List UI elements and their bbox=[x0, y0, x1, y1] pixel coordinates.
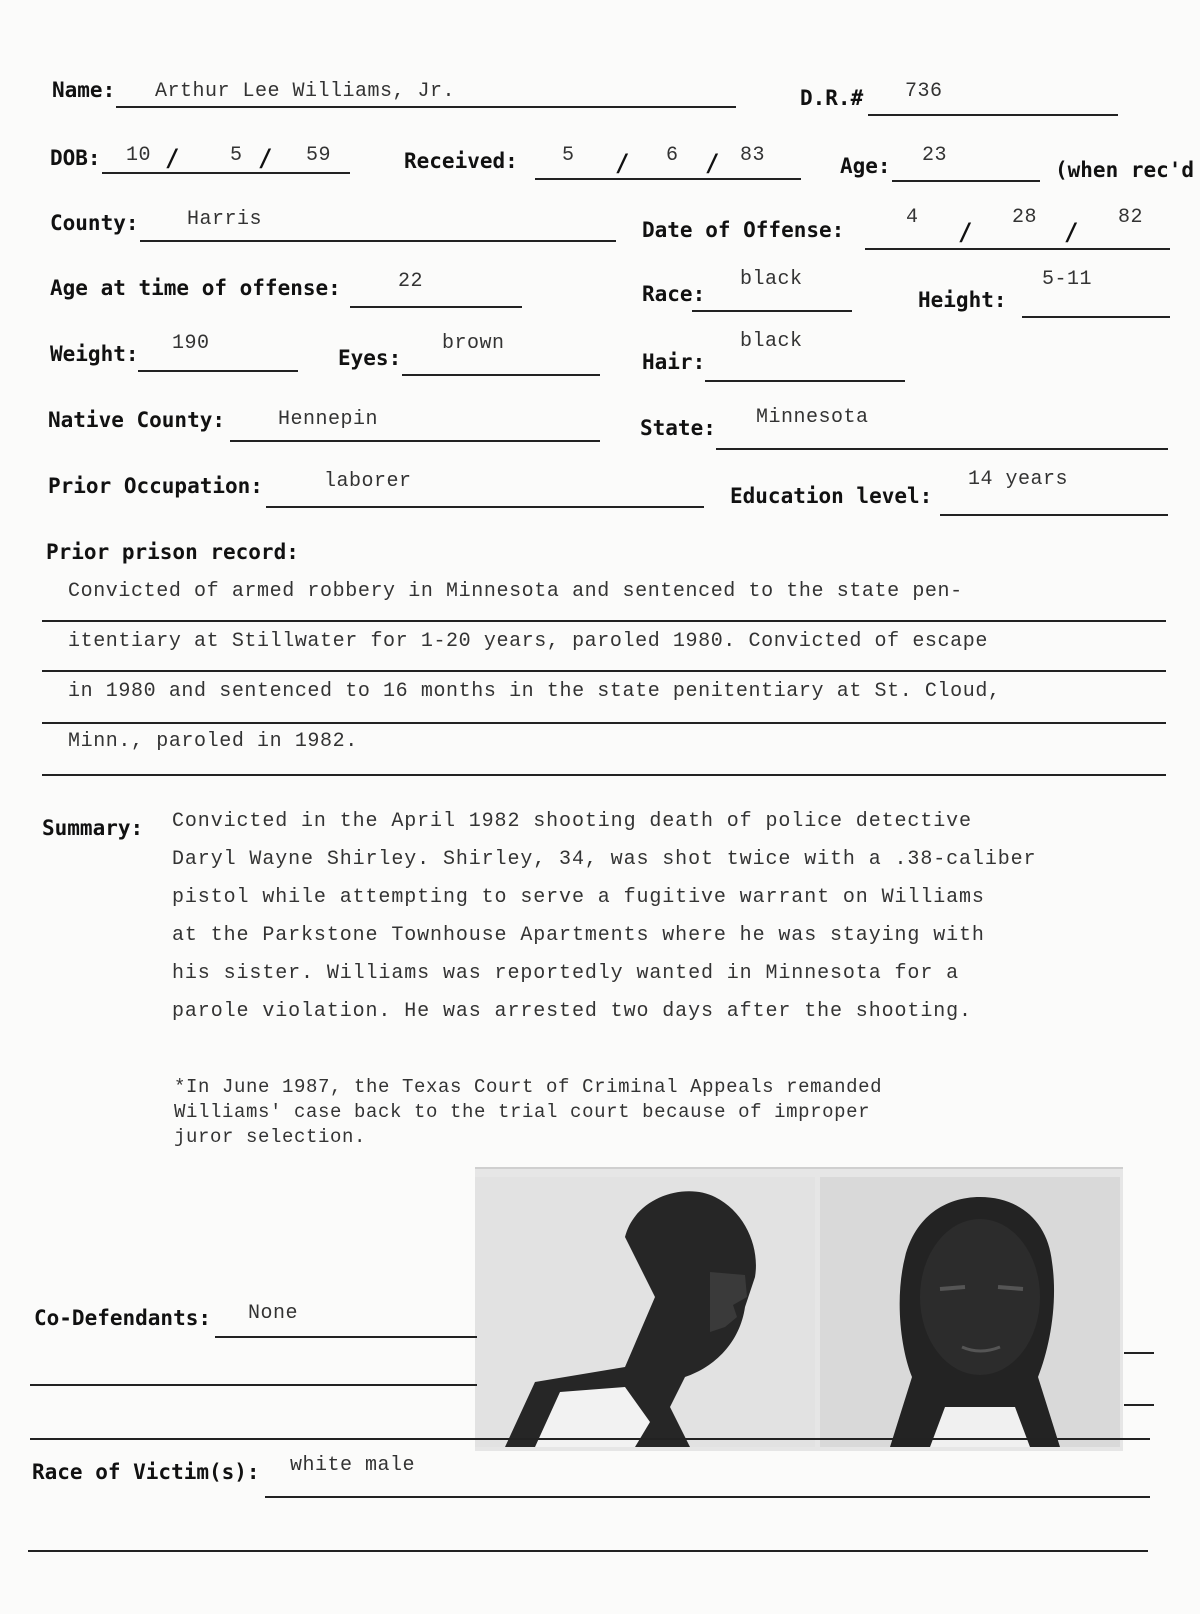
prior-record-rule bbox=[42, 774, 1166, 776]
received-day: 6 bbox=[666, 144, 679, 167]
offense-year: 82 bbox=[1118, 206, 1144, 229]
received-month: 5 bbox=[562, 144, 575, 167]
appeals-note-line: *In June 1987, the Texas Court of Criminal Appeals remanded bbox=[174, 1076, 883, 1098]
victim-race-line bbox=[28, 1550, 1148, 1552]
dob-separator: / bbox=[165, 144, 180, 172]
occupation-label: Prior Occupation: bbox=[48, 474, 263, 498]
dob-separator: / bbox=[258, 144, 273, 172]
summary-line: Daryl Wayne Shirley. Shirley, 34, was shot twice with a .38-caliber bbox=[172, 848, 1037, 871]
hair-line bbox=[705, 380, 905, 382]
offense-date-label: Date of Offense: bbox=[642, 218, 845, 242]
prior-record-line: in 1980 and sentenced to 16 months in the state penitentiary at St. Cloud, bbox=[68, 680, 1001, 703]
offense-date-separator: / bbox=[958, 218, 973, 246]
offense-date-separator: / bbox=[1064, 218, 1079, 246]
height-line bbox=[1022, 316, 1170, 318]
summary-line: at the Parkstone Townhouse Apartments where he was staying with bbox=[172, 924, 985, 947]
summary-line: pistol while attempting to serve a fugitive warrant on Williams bbox=[172, 886, 985, 909]
occupation-value: laborer bbox=[324, 470, 412, 493]
prior-record-rule bbox=[42, 620, 1166, 622]
received-separator: / bbox=[615, 149, 630, 177]
codefendants-label: Co-Defendants: bbox=[34, 1306, 212, 1330]
summary-label: Summary: bbox=[42, 816, 144, 840]
dr-number-value: 736 bbox=[905, 80, 943, 103]
age-note: (when rec'd bbox=[1055, 158, 1195, 182]
prior-record-label: Prior prison record: bbox=[46, 540, 299, 564]
race-line bbox=[692, 310, 852, 312]
codefendants-line bbox=[1124, 1352, 1154, 1354]
height-value: 5-11 bbox=[1042, 268, 1093, 291]
offense-day: 28 bbox=[1012, 206, 1038, 229]
dob-month: 10 bbox=[126, 144, 152, 167]
race-label: Race: bbox=[642, 282, 706, 306]
age-line bbox=[892, 180, 1040, 182]
age-at-offense-value: 22 bbox=[398, 270, 424, 293]
prior-record-line: itentiary at Stillwater for 1-20 years, paroled 1980. Convicted of escape bbox=[68, 630, 988, 653]
dr-number-label: D.R.# bbox=[800, 86, 864, 110]
occupation-line bbox=[266, 506, 704, 508]
prior-record-rule bbox=[42, 670, 1166, 672]
education-value: 14 years bbox=[968, 468, 1069, 491]
hair-label: Hair: bbox=[642, 350, 706, 374]
dob-label: DOB: bbox=[50, 146, 101, 170]
offense-date-line bbox=[865, 248, 1170, 250]
codefendants-value: None bbox=[248, 1302, 299, 1325]
dob-year: 59 bbox=[306, 144, 332, 167]
victim-race-label: Race of Victim(s): bbox=[32, 1460, 260, 1484]
education-label: Education level: bbox=[730, 484, 933, 508]
weight-label: Weight: bbox=[50, 342, 139, 366]
received-line bbox=[535, 178, 801, 180]
profile-photo bbox=[475, 1177, 815, 1447]
victim-race-line bbox=[265, 1496, 1150, 1498]
name-line bbox=[116, 106, 736, 108]
state-label: State: bbox=[640, 416, 716, 440]
education-line bbox=[940, 514, 1168, 516]
mugshot-photos bbox=[475, 1167, 1123, 1451]
summary-line: Convicted in the April 1982 shooting death of police detective bbox=[172, 810, 972, 833]
eyes-label: Eyes: bbox=[338, 346, 402, 370]
native-county-value: Hennepin bbox=[278, 408, 379, 431]
summary-line: his sister. Williams was reportedly wanted in Minnesota for a bbox=[172, 962, 960, 985]
state-line bbox=[716, 448, 1168, 450]
native-county-label: Native County: bbox=[48, 408, 226, 432]
codefendants-line bbox=[215, 1336, 477, 1338]
county-value: Harris bbox=[187, 208, 263, 231]
height-label: Height: bbox=[918, 288, 1007, 312]
codefendants-line bbox=[30, 1384, 477, 1386]
dob-day: 5 bbox=[230, 144, 243, 167]
offense-month: 4 bbox=[906, 206, 919, 229]
codefendants-line bbox=[1124, 1404, 1154, 1406]
state-value: Minnesota bbox=[756, 406, 869, 429]
frontal-photo bbox=[820, 1177, 1120, 1447]
appeals-note-line: juror selection. bbox=[174, 1126, 367, 1148]
victim-race-value: white male bbox=[290, 1454, 416, 1477]
race-value: black bbox=[740, 268, 803, 291]
dob-line bbox=[102, 172, 350, 174]
hair-value: black bbox=[740, 330, 803, 353]
age-value: 23 bbox=[922, 144, 948, 167]
received-separator: / bbox=[705, 149, 720, 177]
age-label: Age: bbox=[840, 154, 891, 178]
eyes-line bbox=[402, 374, 600, 376]
weight-line bbox=[138, 370, 298, 372]
name-value: Arthur Lee Williams, Jr. bbox=[155, 80, 456, 103]
native-county-line bbox=[230, 440, 600, 442]
prior-record-rule bbox=[42, 722, 1166, 724]
received-year: 83 bbox=[740, 144, 766, 167]
weight-value: 190 bbox=[172, 332, 210, 355]
summary-line: parole violation. He was arrested two days after the shooting. bbox=[172, 1000, 972, 1023]
appeals-note-line: Williams' case back to the trial court because of improper bbox=[174, 1101, 871, 1123]
codefendants-line bbox=[30, 1438, 1150, 1440]
age-at-offense-label: Age at time of offense: bbox=[50, 276, 341, 300]
prior-record-line: Minn., paroled in 1982. bbox=[68, 730, 358, 753]
received-label: Received: bbox=[404, 149, 518, 173]
age-at-offense-line bbox=[350, 306, 522, 308]
dr-number-line bbox=[868, 114, 1118, 116]
name-label: Name: bbox=[52, 78, 116, 102]
prior-record-line: Convicted of armed robbery in Minnesota and sentenced to the state pen- bbox=[68, 580, 963, 603]
eyes-value: brown bbox=[442, 332, 505, 355]
county-label: County: bbox=[50, 211, 139, 235]
county-line bbox=[140, 240, 616, 242]
